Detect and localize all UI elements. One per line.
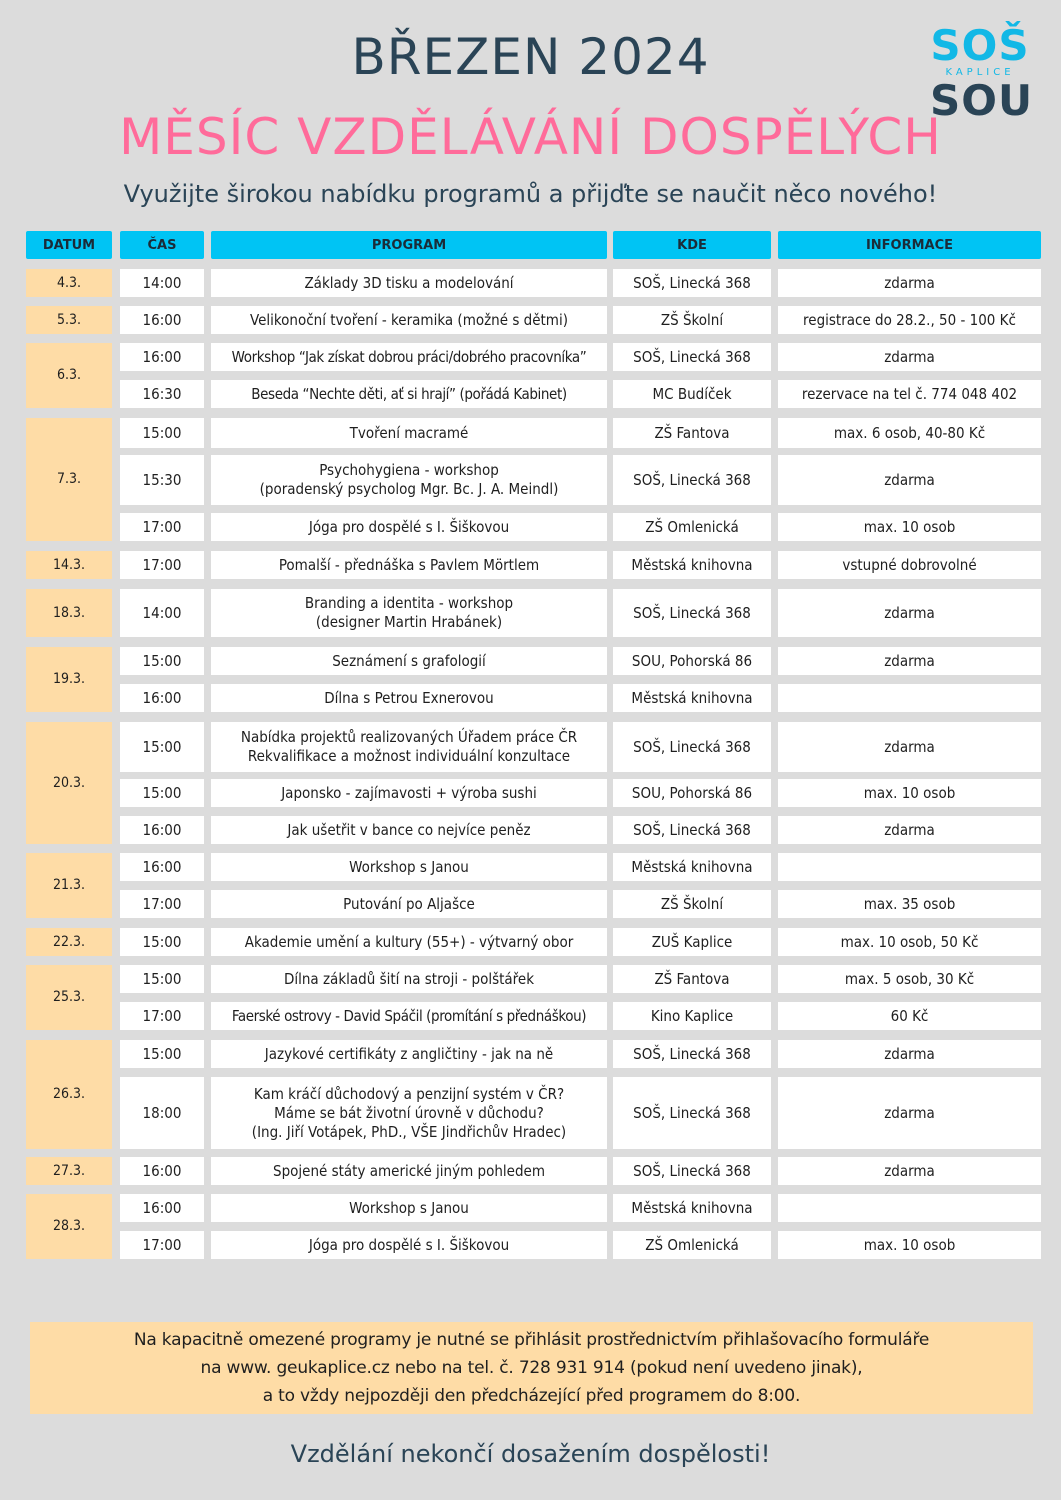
info-cell: zdarma [778,816,1041,844]
program-cell [211,647,607,675]
program-cell [211,890,607,918]
time-cell: 14:00 [120,589,204,637]
time-cell: 17:00 [120,551,204,579]
program-line: (poradenský psycholog Mgr. Bc. J. A. Meindl) [259,480,559,498]
info-cell: 60 Kč [778,1002,1041,1030]
time-cell: 16:00 [120,816,204,844]
place-cell: Městská knihovna [613,684,771,712]
date-cell: 21.3. [26,853,112,918]
program-cell [211,343,607,371]
program-cell [211,418,607,448]
info-cell: zdarma [778,1040,1041,1068]
program-line: Rekvalifikace a možnost individuální konzultace [247,747,571,765]
program-line: Tvoření macramé [349,423,469,442]
place-cell: SOU, Pohorská 86 [613,779,771,807]
program-line: Workshop s Janou [349,1198,469,1217]
info-cell: zdarma [778,647,1041,675]
date-cell: 5.3. [26,306,112,334]
program-line: Akademie umění a kultury (55+) - výtvarný obor [244,932,574,951]
program-cell [211,1040,607,1068]
time-cell: 16:00 [120,853,204,881]
date-cell: 7.3. [26,418,112,541]
time-cell: 16:00 [120,306,204,334]
program-line: Kam kráčí důchodový a penzijní systém v ČR? [253,1084,565,1103]
info-cell: zdarma [778,343,1041,371]
time-cell: 16:00 [120,1194,204,1222]
time-cell: 15:00 [120,779,204,807]
column-header-date: DATUM [26,231,112,259]
time-cell: 15:00 [120,647,204,675]
time-cell: 17:00 [120,513,204,541]
info-cell: zdarma [778,589,1041,637]
column-header-program: PROGRAM [211,231,607,259]
program-cell [211,722,607,772]
program-cell [211,853,607,881]
place-cell: SOU, Pohorská 86 [613,647,771,675]
notice-line-1: Na kapacitně omezené programy je nutné se přihlásit prostřednictvím přihlašovacího formuláře [133,1330,930,1350]
date-cell: 27.3. [26,1157,112,1185]
place-cell: ZŠ Školní [613,306,771,334]
program-line: (Ing. Jiří Votápek, PhD., VŠE Jindřichův Hradec) [251,1122,567,1141]
program-line: Workshop “Jak získat dobrou práci/dobrého pracovníka” [231,347,587,366]
place-cell: MC Budíček [613,380,771,408]
program-line: Základy 3D tisku a modelování [304,273,514,292]
info-cell: registrace do 28.2., 50 - 100 Kč [778,306,1041,334]
program-cell [211,306,607,334]
program-line: Nabídka projektů realizovaných Úřadem práce ČR [240,728,578,746]
place-cell: Městská knihovna [613,1194,771,1222]
info-cell: max. 10 osob, 50 Kč [778,928,1041,956]
program-cell [211,455,607,505]
place-cell: SOŠ, Linecká 368 [613,1077,771,1149]
place-cell: SOŠ, Linecká 368 [613,589,771,637]
info-cell: max. 6 osob, 40-80 Kč [778,418,1041,448]
program-cell [211,1002,607,1030]
info-cell: zdarma [778,1157,1041,1185]
info-cell: max. 10 osob [778,1231,1041,1259]
info-cell [778,853,1041,881]
program-cell [211,928,607,956]
notice-line-3: a to vždy nejpozději den předcházející před programem do 8:00. [262,1386,801,1406]
date-cell: 26.3. [26,1040,112,1149]
info-cell: max. 5 osob, 30 Kč [778,965,1041,993]
time-cell: 15:00 [120,722,204,772]
place-cell: ZŠ Školní [613,890,771,918]
program-line: Jak ušetřit v bance co nejvíce peněz [287,820,531,839]
place-cell: ZŠ Fantova [613,418,771,448]
date-cell: 22.3. [26,928,112,956]
time-cell: 16:00 [120,343,204,371]
place-cell: SOŠ, Linecká 368 [613,455,771,505]
info-cell: max. 10 osob [778,513,1041,541]
logo-bottom: SOU [930,76,1034,125]
date-cell: 20.3. [26,722,112,844]
program-cell [211,589,607,637]
place-cell: Městská knihovna [613,853,771,881]
program-line: Seznámení s grafologií [332,651,486,670]
logo-middle: KAPLICE [945,67,1015,78]
program-line: Spojené státy americké jiným pohledem [273,1161,545,1180]
program-line: Jóga pro dospělé s I. Šiškovou [308,1235,510,1254]
time-cell: 17:00 [120,890,204,918]
info-cell [778,684,1041,712]
program-line: Jóga pro dospělé s I. Šiškovou [308,517,510,536]
program-line: Máme se bát životní úrovně v důchodu? [274,1103,544,1122]
program-cell [211,779,607,807]
info-cell: zdarma [778,722,1041,772]
program-line: Japonsko - zajímavosti + výroba sushi [281,783,537,802]
info-cell: vstupné dobrovolné [778,551,1041,579]
event-title: MĚSÍC VZDĚLÁVÁNÍ DOSPĚLÝCH [119,108,942,166]
place-cell: ZUŠ Kaplice [613,928,771,956]
place-cell: SOŠ, Linecká 368 [613,343,771,371]
school-logo [930,21,1034,134]
time-cell: 16:00 [120,1157,204,1185]
date-cell: 6.3. [26,343,112,408]
info-cell: rezervace na tel č. 774 048 402 [778,380,1041,408]
info-cell [778,1194,1041,1222]
time-cell: 15:00 [120,1040,204,1068]
place-cell: SOŠ, Linecká 368 [613,1157,771,1185]
footer-slogan: Vzdělání nekončí dosažením dospělosti! [290,1440,771,1468]
program-cell [211,816,607,844]
place-cell: SOŠ, Linecká 368 [613,1040,771,1068]
program-cell [211,551,607,579]
time-cell: 15:00 [120,418,204,448]
info-cell: zdarma [778,455,1041,505]
program-cell [211,1157,607,1185]
program-line: Faerské ostrovy - David Spáčil (promítání s přednáškou) [231,1006,587,1025]
column-header-time: ČAS [120,231,204,259]
program-line: Velikonoční tvoření - keramika (možné s dětmi) [250,310,568,329]
program-line: Branding a identita - workshop [304,594,514,612]
time-cell: 17:00 [120,1231,204,1259]
program-cell [211,1077,607,1149]
place-cell: Kino Kaplice [613,1002,771,1030]
logo-top: SOŠ [930,21,1030,70]
date-cell: 4.3. [26,269,112,297]
program-cell [211,1231,607,1259]
subtitle: Využijte širokou nabídku programů a přijďte se naučit něco nového! [123,180,938,208]
program-cell [211,965,607,993]
time-cell: 18:00 [120,1077,204,1149]
program-line: (designer Martin Hrabánek) [315,613,503,631]
program-line: Dílna s Petrou Exnerovou [324,688,494,707]
place-cell: ZŠ Omlenická [613,1231,771,1259]
program-cell [211,1194,607,1222]
registration-notice [30,1322,1033,1414]
notice-line-2: na www. geukaplice.cz nebo na tel. č. 728 931 914 (pokud není uvedeno jinak), [200,1358,863,1378]
place-cell: Městská knihovna [613,551,771,579]
info-cell: max. 10 osob [778,779,1041,807]
place-cell: SOŠ, Linecká 368 [613,816,771,844]
info-cell: zdarma [778,1077,1041,1149]
time-cell: 17:00 [120,1002,204,1030]
column-header-place: KDE [613,231,771,259]
program-line: Beseda “Nechte děti, ať si hrají” (pořádá Kabinet) [251,384,567,403]
program-line: Dílna základů šití na stroji - polštářek [283,969,535,988]
time-cell: 16:30 [120,380,204,408]
program-line: Pomalší - přednáška s Pavlem Mörtlem [278,555,540,574]
time-cell: 15:00 [120,965,204,993]
program-line: Workshop s Janou [349,857,469,876]
date-cell: 18.3. [26,589,112,637]
program-cell [211,513,607,541]
date-cell: 25.3. [26,965,112,1030]
date-cell: 28.3. [26,1194,112,1259]
date-cell: 14.3. [26,551,112,579]
time-cell: 16:00 [120,684,204,712]
program-cell [211,684,607,712]
date-cell: 19.3. [26,647,112,712]
info-cell: zdarma [778,269,1041,297]
place-cell: ZŠ Fantova [613,965,771,993]
page-title: BŘEZEN 2024 [351,28,710,86]
program-cell [211,269,607,297]
column-header-info: INFORMACE [778,231,1041,259]
program-line: Jazykové certifikáty z angličtiny - jak na ně [264,1044,554,1063]
place-cell: SOŠ, Linecká 368 [613,269,771,297]
time-cell: 14:00 [120,269,204,297]
place-cell: ZŠ Omlenická [613,513,771,541]
program-cell [211,380,607,408]
program-line: Psychohygiena - workshop [319,461,499,479]
time-cell: 15:00 [120,928,204,956]
program-line: Putování po Aljašce [343,894,475,913]
info-cell: max. 35 osob [778,890,1041,918]
place-cell: SOŠ, Linecká 368 [613,722,771,772]
time-cell: 15:30 [120,455,204,505]
